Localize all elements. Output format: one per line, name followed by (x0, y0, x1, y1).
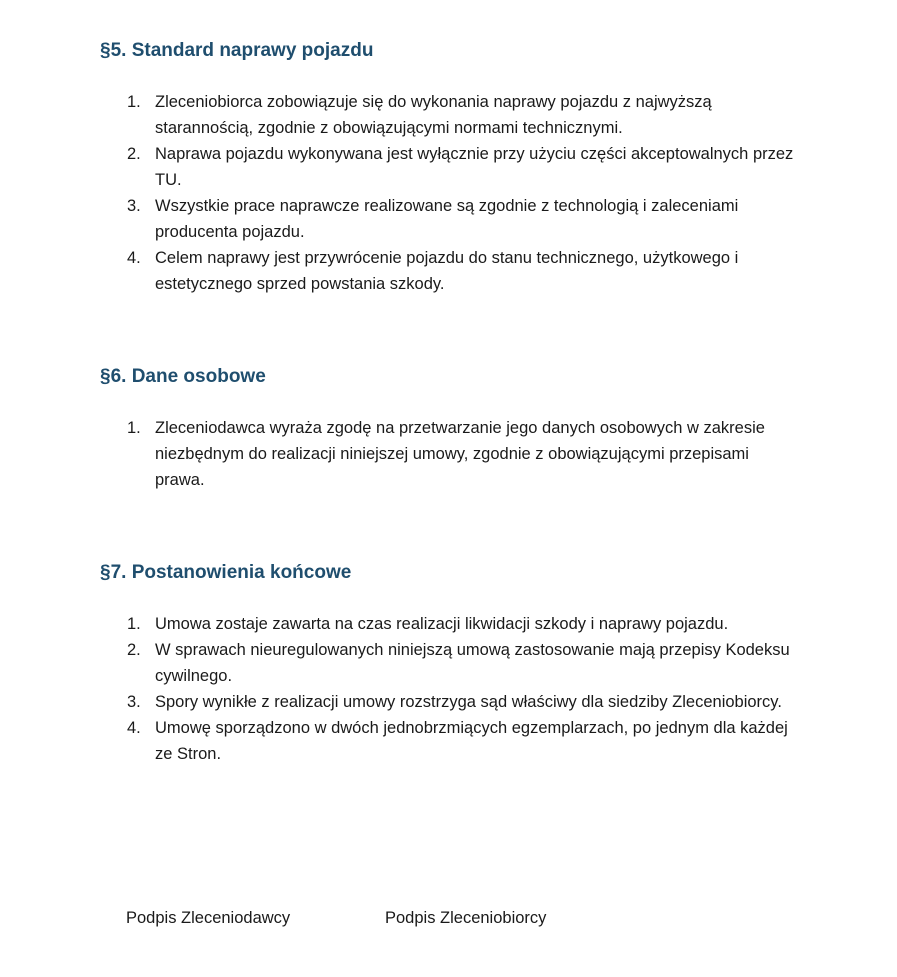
section-heading: §6. Dane osobowe (100, 366, 266, 387)
section-list (100, 415, 800, 493)
signature-contractor: Podpis Zleceniobiorcy (385, 909, 547, 927)
list-item (100, 637, 795, 689)
section-list (100, 89, 800, 297)
list-item-number: 3. (127, 197, 141, 215)
list-item (100, 415, 795, 493)
list-item-text: Umowę sporządzono w dwóch jednobrzmiących egzemplarzach, po jednym dla każdej ze Stron. (155, 719, 788, 763)
section-heading: §7. Postanowienia końcowe (100, 562, 352, 583)
list-item-text: Wszystkie prace naprawcze realizowane są zgodnie z technologią i zaleceniami producenta pojazdu. (155, 197, 739, 241)
list-item (100, 89, 795, 141)
list-item-text: Celem naprawy jest przywrócenie pojazdu do stanu technicznego, użytkowego i estetycznego sprzed powstania szkody. (155, 249, 739, 293)
signature-client: Podpis Zleceniodawcy (126, 909, 291, 927)
list-item (100, 715, 795, 767)
list-item (100, 245, 795, 297)
list-item-text: Umowa zostaje zawarta na czas realizacji likwidacji szkody i naprawy pojazdu. (155, 615, 729, 633)
list-item-number: 4. (127, 719, 141, 737)
list-item-number: 1. (127, 419, 141, 437)
list-item (100, 611, 795, 637)
section-heading: §5. Standard naprawy pojazdu (100, 40, 374, 61)
list-item-number: 1. (127, 615, 141, 633)
section-list (100, 611, 800, 767)
list-item-text: Spory wynikłe z realizacji umowy rozstrzyga sąd właściwy dla siedziby Zleceniobiorcy. (155, 693, 782, 711)
list-item-text: Naprawa pojazdu wykonywana jest wyłącznie przy użyciu części akceptowalnych przez TU. (155, 145, 794, 189)
section-6 (100, 365, 800, 493)
list-item (100, 193, 795, 245)
list-item (100, 141, 795, 193)
list-item-number: 4. (127, 249, 141, 267)
list-item-number: 1. (127, 93, 141, 111)
list-item-number: 2. (127, 145, 141, 163)
list-item-number: 2. (127, 641, 141, 659)
list-item-text: Zleceniodawca wyraża zgodę na przetwarzanie jego danych osobowych w zakresie niezbędnym do realizacji niniejszej umowy, zgodnie z obowiązującymi przepisami prawa. (155, 419, 765, 489)
section-5 (100, 39, 800, 297)
list-item-number: 3. (127, 693, 141, 711)
list-item-text: W sprawach nieuregulowanych niniejszą umową zastosowanie mają przepisy Kodeksu cywilnego. (155, 641, 790, 685)
section-7 (100, 561, 800, 767)
list-item (100, 689, 795, 715)
list-item-text: Zleceniobiorca zobowiązuje się do wykonania naprawy pojazdu z najwyższą starannością, zgodnie z obowiązującymi normami technicznymi. (155, 93, 712, 137)
